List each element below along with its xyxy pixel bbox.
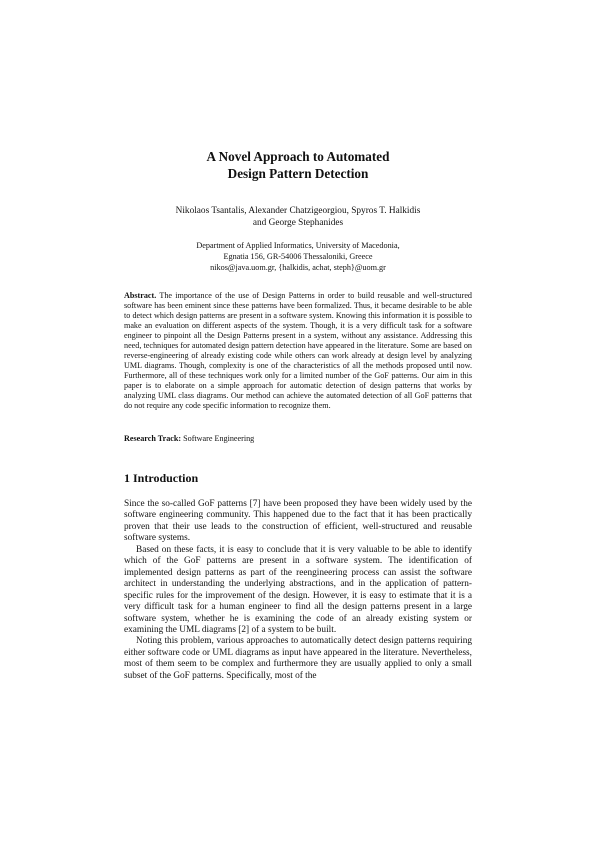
research-track-value: Software Engineering (183, 434, 255, 443)
affiliation-emails: nikos@java.uom.gr, {halkidis, achat, steph}@uom.gr (210, 263, 386, 272)
paragraph-3: Noting this problem, various approaches to automatically detect design patterns requiring either software code or UML diagrams as input have appeared in the literature. Nevertheless, most of them seem to be complex and furthermore they are usually applied to only a small subset of the GoF patterns. Specifically, most of the (124, 636, 472, 681)
title-line-1: A Novel Approach to Automated (206, 149, 390, 164)
affiliation (124, 240, 472, 273)
section-heading-introduction: 1 Introduction (124, 471, 199, 485)
abstract-text: The importance of the use of Design Patterns in order to build reusable and well-structured software has been eminent since these patterns have been formalized. Thus, it became desirable to be able to detect which design patterns are present in a software system. Knowing this information it is possible to make an evaluation on different aspects of the system. Though, it is a very difficult task for a software engineer to pinpoint all the Design Patterns present in a system, without any assistance. Addressing this need, techniques for automated design pattern detection have appeared in the literature. Some are based on reverse-engineering of already existing code while others can work already at design level by analyzing UML diagrams. Though, complexity is one of the characteristics of all the methods proposed until now. Furthermore, all of these techniques work only for a limited number of the GoF patterns. Our aim in this paper is to elaborate on a simple approach for automatic detection of design patterns that works by analyzing UML class diagrams. Our method can achieve the automated detection of all GoF patterns that do not require any code specific information to recognize them. (124, 291, 472, 410)
authors-line-2: and George Stephanides (252, 217, 344, 228)
affiliation-department: Department of Applied Informatics, University of Macedonia, (196, 241, 400, 250)
paragraph-1: Since the so-called GoF patterns [7] have been proposed they have been widely used by the software engineering community. This happened due to the fact that it has been practically proven that their use leads to the construction of efficient, well-structured and reusable software systems. (124, 499, 472, 544)
affiliation-address: Egnatia 156, GR-54006 Thessaloniki, Greece (223, 252, 373, 261)
author-list (124, 206, 472, 229)
introduction-body (124, 499, 472, 682)
research-track (124, 434, 472, 444)
paper-title (124, 148, 472, 182)
abstract (124, 291, 472, 411)
paragraph-2: Based on these facts, it is easy to conclude that it is very valuable to be able to identify which of the GoF patterns are present in a software system. The identification of implemented design patterns as part of the reengineering process can assist the software architect in understanding the underlying abstractions, and in the application of pattern-specific rules for the improvement of the design. However, it is easy to estimate that it is a very difficult task for a human engineer to find all the design patterns present in a large software system, whether he is examining the code of an already existing system or examining the UML diagrams [2] of a system to be built. (124, 544, 472, 635)
authors-line-1: Nikolaos Tsantalis, Alexander Chatzigeorgiou, Spyros T. Halkidis (175, 206, 421, 216)
title-line-2: Design Pattern Detection (227, 166, 369, 181)
research-track-label: Research Track: (124, 434, 182, 443)
abstract-label: Abstract. (124, 291, 157, 300)
